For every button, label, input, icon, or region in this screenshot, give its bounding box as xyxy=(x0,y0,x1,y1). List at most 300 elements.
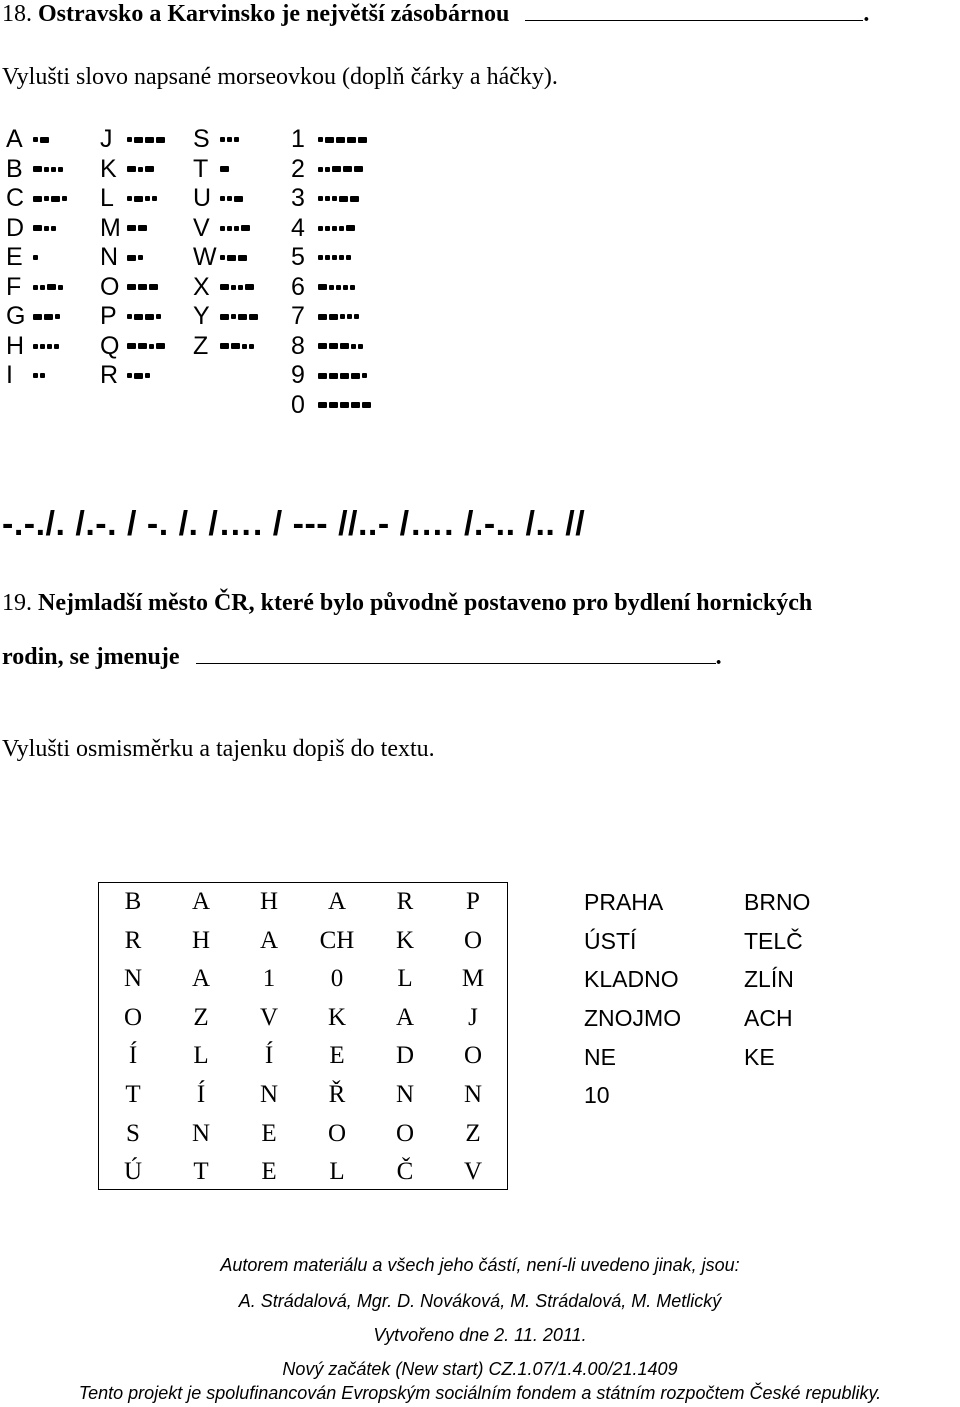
morse-dot xyxy=(358,344,363,349)
morse-dot xyxy=(152,196,157,201)
grid-cell[interactable]: H xyxy=(191,926,211,954)
morse-entry xyxy=(6,243,67,273)
morse-dot xyxy=(138,255,143,260)
question-text: Nejmladší město ČR, které bylo původně postaveno pro bydlení hornických xyxy=(38,590,813,616)
morse-dot xyxy=(343,285,348,290)
word-list-item: KLADNO xyxy=(584,966,679,993)
morse-char: 0 xyxy=(291,390,305,419)
morse-dot xyxy=(332,196,337,201)
morse-dot xyxy=(156,314,161,319)
grid-cell[interactable]: L xyxy=(397,965,413,993)
word-list-item: TELČ xyxy=(744,927,803,954)
morse-code xyxy=(33,225,56,231)
grid-cell[interactable]: A xyxy=(191,965,211,993)
word-list-row xyxy=(584,1038,864,1077)
grid-cell[interactable]: L xyxy=(193,1042,209,1070)
morse-dash xyxy=(33,314,42,320)
morse-code xyxy=(127,137,165,143)
morse-code xyxy=(318,225,355,231)
grid-cell[interactable]: N xyxy=(191,1119,211,1147)
morse-dash xyxy=(227,255,236,261)
word-list-item: BRNO xyxy=(744,888,811,915)
grid-cell[interactable]: Ú xyxy=(123,1158,143,1186)
morse-char: 6 xyxy=(291,272,305,301)
morse-char: H xyxy=(6,331,25,360)
morse-dot xyxy=(127,314,132,319)
word-list-item: KE xyxy=(744,1043,775,1070)
word-list-row xyxy=(584,883,864,922)
morse-entry xyxy=(193,184,258,214)
morse-dot xyxy=(138,167,143,172)
morse-dot xyxy=(44,226,49,231)
footer-authors: A. Strádalová, Mgr. D. Nováková, M. Strádalová, M. Metlický xyxy=(238,1291,722,1311)
morse-code xyxy=(220,137,239,142)
morse-entry xyxy=(100,184,165,214)
morse-dash xyxy=(318,343,327,349)
morse-code xyxy=(127,343,165,349)
morse-dot xyxy=(332,255,337,260)
morse-dash xyxy=(234,196,243,202)
morse-dot xyxy=(33,255,38,260)
morse-dot xyxy=(55,314,60,319)
morse-dash xyxy=(332,166,341,172)
question-number: 18. xyxy=(2,1,32,27)
morse-entry xyxy=(100,302,165,332)
grid-cell[interactable]: H xyxy=(259,888,279,915)
morse-code xyxy=(318,343,363,349)
word-search-grid xyxy=(98,882,508,1190)
morse-dot xyxy=(58,285,63,290)
morse-code xyxy=(220,196,243,202)
morse-entry xyxy=(193,302,258,332)
morse-dash xyxy=(127,255,136,261)
morse-dash xyxy=(134,373,143,379)
morse-code xyxy=(127,255,143,261)
question-number: 19. xyxy=(2,590,32,616)
morse-dash xyxy=(329,343,338,349)
morse-entry xyxy=(291,332,371,362)
morse-char: N xyxy=(100,243,119,272)
morse-dot xyxy=(318,255,323,260)
morse-dot xyxy=(318,196,323,201)
morse-dash xyxy=(339,196,348,202)
word-list-item: PRAHA xyxy=(584,888,664,915)
morse-dot xyxy=(227,137,232,142)
grid-cell[interactable]: 0 xyxy=(330,965,344,993)
morse-dot xyxy=(145,373,150,378)
instruction-word-search: Vylušti osmisměrku a tajenku dopiš do textu. xyxy=(2,736,435,762)
word-list-row xyxy=(584,999,864,1038)
morse-dot xyxy=(346,255,351,260)
morse-char: I xyxy=(6,361,13,390)
morse-char: S xyxy=(193,125,210,154)
morse-dash xyxy=(149,284,158,290)
morse-code xyxy=(33,344,59,349)
morse-code xyxy=(127,196,157,202)
grid-cell[interactable]: O xyxy=(463,1042,483,1070)
grid-cell[interactable]: B xyxy=(124,888,142,915)
grid-cell[interactable]: CH xyxy=(319,926,355,954)
morse-char: J xyxy=(100,125,113,154)
grid-cell[interactable]: V xyxy=(259,1003,279,1031)
question-19-continued xyxy=(2,643,722,671)
morse-dot xyxy=(362,373,367,378)
morse-dash xyxy=(138,225,147,231)
morse-message: -.-./. /.-. / -. /. /…. / --- //..- /…. /.-.. /.. // xyxy=(2,505,586,543)
morse-char: V xyxy=(193,213,210,242)
word-list-item: ÚSTÍ xyxy=(584,927,637,954)
morse-code xyxy=(220,314,258,320)
morse-dash xyxy=(134,196,143,202)
morse-dash xyxy=(145,314,154,320)
morse-char: 8 xyxy=(291,331,305,360)
grid-cell[interactable]: Í xyxy=(128,1042,138,1070)
morse-code xyxy=(220,166,229,172)
morse-dot xyxy=(62,196,67,201)
morse-dot xyxy=(339,255,344,260)
footer-authors-label: Autorem materiálu a všech jeho částí, není-li uvedeno jinak, jsou: xyxy=(220,1255,740,1275)
grid-cell[interactable]: L xyxy=(329,1158,345,1186)
morse-dot xyxy=(54,344,59,349)
grid-cell[interactable]: 1 xyxy=(262,965,276,993)
word-list-row xyxy=(584,1076,864,1115)
morse-char: L xyxy=(100,184,114,213)
answer-blank[interactable] xyxy=(525,0,863,21)
morse-dash xyxy=(220,284,229,290)
grid-row xyxy=(99,1076,507,1115)
morse-char: 5 xyxy=(291,243,305,272)
morse-code xyxy=(318,255,351,260)
morse-code xyxy=(318,137,367,143)
morse-code xyxy=(33,284,63,290)
morse-dash xyxy=(346,225,355,231)
grid-row xyxy=(99,883,507,922)
morse-entry xyxy=(6,332,67,362)
morse-dot xyxy=(318,167,323,172)
morse-entry xyxy=(193,273,258,303)
morse-code xyxy=(33,137,49,143)
morse-dash xyxy=(329,314,338,320)
morse-dot xyxy=(350,285,355,290)
morse-dash xyxy=(325,137,334,143)
morse-dash xyxy=(318,402,327,408)
morse-char: M xyxy=(100,213,121,242)
morse-dash xyxy=(362,402,371,408)
morse-char: G xyxy=(6,302,26,331)
morse-code xyxy=(318,196,359,202)
morse-code xyxy=(220,225,250,231)
morse-code xyxy=(127,373,150,379)
word-list-item: ACH xyxy=(744,1004,793,1031)
morse-dot xyxy=(44,196,49,201)
morse-code xyxy=(33,166,63,172)
morse-char: 4 xyxy=(291,213,305,242)
morse-char: D xyxy=(6,213,25,242)
morse-entry xyxy=(6,302,67,332)
morse-code xyxy=(33,255,38,260)
morse-code xyxy=(127,284,158,290)
morse-dash xyxy=(329,373,338,379)
morse-dash xyxy=(340,402,349,408)
morse-code xyxy=(127,314,161,320)
morse-dot xyxy=(354,314,359,319)
word-list-item: 10 xyxy=(584,1082,610,1109)
morse-entry xyxy=(291,243,371,273)
grid-cell[interactable]: A xyxy=(191,888,211,915)
morse-entry xyxy=(6,125,67,155)
morse-entry xyxy=(193,155,258,185)
grid-cell[interactable]: A xyxy=(259,926,279,954)
question-19 xyxy=(2,589,812,617)
morse-dash xyxy=(51,196,60,202)
morse-char: A xyxy=(6,125,23,154)
morse-code xyxy=(220,284,254,290)
grid-cell[interactable]: D xyxy=(395,1042,415,1070)
morse-entry xyxy=(6,184,67,214)
morse-dash xyxy=(33,225,42,231)
morse-char: 1 xyxy=(291,125,305,154)
morse-dot xyxy=(40,285,45,290)
footer-funding: Tento projekt je spolufinancován Evropským sociálním fondem a státním rozpočtem České republiky. xyxy=(78,1383,882,1403)
morse-dash xyxy=(340,373,349,379)
grid-cell[interactable]: O xyxy=(123,1003,143,1031)
grid-cell[interactable]: R xyxy=(124,926,142,954)
word-list-item: NE xyxy=(584,1043,616,1070)
morse-entry xyxy=(100,361,165,391)
morse-dot xyxy=(40,344,45,349)
morse-dot xyxy=(33,137,38,142)
morse-entry xyxy=(291,302,371,332)
grid-cell[interactable]: E xyxy=(261,1158,277,1186)
grid-cell[interactable]: A xyxy=(327,888,347,915)
morse-dot xyxy=(44,167,49,172)
question-text: Ostravsko a Karvinsko je největší zásobárnou xyxy=(38,1,510,27)
morse-entry xyxy=(100,125,165,155)
morse-char: 9 xyxy=(291,361,305,390)
morse-dot xyxy=(231,314,236,319)
grid-cell[interactable]: N xyxy=(463,1080,483,1108)
morse-char: X xyxy=(193,272,210,301)
morse-entry xyxy=(100,332,165,362)
grid-cell[interactable]: T xyxy=(125,1080,141,1108)
morse-dot xyxy=(238,285,243,290)
grid-cell[interactable]: N xyxy=(395,1080,415,1108)
grid-cell[interactable]: O xyxy=(463,926,483,954)
morse-dot xyxy=(127,196,132,201)
morse-dash xyxy=(127,225,136,231)
morse-dash xyxy=(134,137,143,143)
morse-code xyxy=(318,284,355,290)
question-end: . xyxy=(715,644,722,670)
grid-cell[interactable]: T xyxy=(193,1158,209,1186)
morse-dot xyxy=(318,226,323,231)
grid-cell[interactable]: Ř xyxy=(328,1080,346,1108)
grid-row xyxy=(99,1115,507,1154)
word-list xyxy=(584,883,864,1115)
morse-dash xyxy=(351,402,360,408)
morse-dash xyxy=(33,196,42,202)
morse-column xyxy=(193,125,258,361)
grid-cell[interactable]: N xyxy=(123,965,143,993)
morse-dash xyxy=(318,284,327,290)
grid-cell[interactable]: A xyxy=(395,1003,415,1031)
morse-dash xyxy=(127,284,136,290)
morse-entry xyxy=(100,273,165,303)
morse-dash xyxy=(231,343,240,349)
morse-char: Y xyxy=(193,302,210,331)
morse-entry xyxy=(291,125,371,155)
morse-char: C xyxy=(6,184,25,213)
morse-reference-table xyxy=(0,125,400,425)
morse-dash xyxy=(238,314,247,320)
morse-dot xyxy=(145,196,150,201)
morse-dot xyxy=(227,226,232,231)
morse-column xyxy=(100,125,165,391)
grid-cell[interactable]: K xyxy=(395,926,415,954)
morse-dash xyxy=(343,166,352,172)
question-18 xyxy=(2,0,869,28)
grid-cell[interactable]: S xyxy=(126,1119,140,1147)
morse-dash xyxy=(33,166,42,172)
morse-column xyxy=(291,125,371,420)
instruction-morse: Vylušti slovo napsané morseovkou (doplň čárky a háčky). xyxy=(2,64,558,90)
morse-dot xyxy=(329,285,334,290)
grid-cell[interactable]: E xyxy=(329,1042,345,1070)
morse-dot xyxy=(318,137,323,142)
morse-dash xyxy=(138,343,147,349)
morse-dot xyxy=(336,285,341,290)
morse-dash xyxy=(220,166,229,172)
morse-char: B xyxy=(6,154,23,183)
morse-code xyxy=(318,402,371,408)
morse-dot xyxy=(220,196,225,201)
morse-dot xyxy=(51,167,56,172)
morse-char: Z xyxy=(193,331,209,360)
morse-dash xyxy=(340,343,349,349)
grid-cell[interactable]: E xyxy=(261,1119,277,1147)
morse-code xyxy=(33,314,60,320)
morse-entry xyxy=(193,243,258,273)
grid-cell[interactable]: Z xyxy=(193,1003,209,1031)
morse-entry xyxy=(291,214,371,244)
morse-dot xyxy=(149,344,154,349)
morse-column xyxy=(6,125,67,391)
morse-dot xyxy=(234,137,239,142)
morse-dot xyxy=(127,137,132,142)
morse-dash xyxy=(220,343,229,349)
grid-cell[interactable]: P xyxy=(466,888,480,915)
morse-dot xyxy=(220,226,225,231)
morse-dash xyxy=(241,225,250,231)
morse-entry xyxy=(6,214,67,244)
grid-cell[interactable]: O xyxy=(395,1119,415,1147)
morse-dash xyxy=(238,255,247,261)
morse-dash xyxy=(350,196,359,202)
morse-dot xyxy=(220,137,225,142)
morse-dot xyxy=(249,344,254,349)
grid-cell[interactable]: O xyxy=(327,1119,347,1147)
morse-dot xyxy=(227,196,232,201)
morse-char: U xyxy=(193,184,212,213)
morse-dash xyxy=(329,402,338,408)
grid-cell[interactable]: R xyxy=(396,888,414,915)
morse-char: O xyxy=(100,272,120,301)
grid-cell[interactable]: K xyxy=(327,1003,347,1031)
morse-dash xyxy=(156,343,165,349)
morse-dash xyxy=(145,137,154,143)
morse-dot xyxy=(33,344,38,349)
morse-dash xyxy=(127,343,136,349)
morse-entry xyxy=(6,273,67,303)
footer-project-id: Nový začátek (New start) CZ.1.07/1.4.00/21.1409 xyxy=(282,1359,678,1379)
morse-dash xyxy=(347,137,356,143)
morse-dot xyxy=(339,226,344,231)
morse-code xyxy=(127,166,154,172)
word-list-row xyxy=(584,922,864,961)
morse-entry xyxy=(291,361,371,391)
word-list-item: ZNOJMO xyxy=(584,1004,682,1031)
morse-dot xyxy=(325,196,330,201)
question-text-continued: rodin, se jmenuje xyxy=(2,644,180,670)
morse-dash xyxy=(156,137,165,143)
grid-cell[interactable]: Č xyxy=(396,1158,414,1186)
grid-cell[interactable]: N xyxy=(259,1080,279,1108)
answer-blank[interactable] xyxy=(196,643,716,664)
morse-entry xyxy=(100,155,165,185)
grid-cell[interactable]: Í xyxy=(264,1042,274,1070)
grid-row xyxy=(99,960,507,999)
morse-code xyxy=(220,343,254,349)
grid-cell[interactable]: J xyxy=(468,1003,478,1031)
grid-cell[interactable]: Í xyxy=(196,1080,206,1108)
morse-dash xyxy=(47,284,56,290)
morse-dot xyxy=(351,344,356,349)
morse-dot xyxy=(33,285,38,290)
morse-dot xyxy=(325,167,330,172)
morse-dash xyxy=(354,166,363,172)
morse-code xyxy=(33,373,45,378)
morse-dot xyxy=(127,373,132,378)
morse-char: K xyxy=(100,154,117,183)
morse-dot xyxy=(325,226,330,231)
morse-dash xyxy=(134,314,143,320)
grid-row xyxy=(99,1037,507,1076)
question-end: . xyxy=(863,1,870,27)
morse-entry xyxy=(193,214,258,244)
morse-entry xyxy=(193,332,258,362)
morse-entry xyxy=(6,155,67,185)
grid-cell[interactable]: V xyxy=(463,1158,483,1186)
morse-code xyxy=(220,255,247,261)
morse-dot xyxy=(51,226,56,231)
morse-entry xyxy=(193,125,258,155)
morse-entry xyxy=(291,391,371,421)
morse-dash xyxy=(318,314,327,320)
morse-char: T xyxy=(193,154,209,183)
morse-code xyxy=(318,373,367,379)
morse-char: P xyxy=(100,302,117,331)
grid-cell[interactable]: M xyxy=(461,965,485,993)
morse-entry xyxy=(100,243,165,273)
morse-char: F xyxy=(6,272,22,301)
morse-dot xyxy=(242,344,247,349)
morse-code xyxy=(33,196,67,202)
grid-cell[interactable]: Z xyxy=(465,1119,481,1147)
morse-entry xyxy=(100,214,165,244)
morse-dot xyxy=(325,255,330,260)
morse-dash xyxy=(145,166,154,172)
morse-code xyxy=(318,314,359,320)
